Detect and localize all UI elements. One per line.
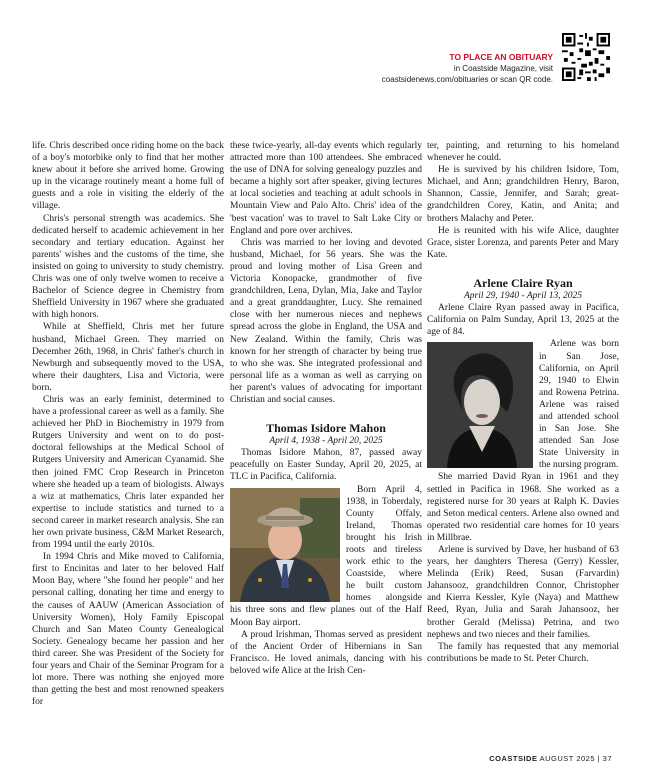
paragraph: Chris's personal strength was academics. She dedicated herself to academic achievement in her secondary and tertiary education. Against her parents' wishes and the customs of the time, she insisted on going to university to study chemistry. Chris was one of only twelve women to receive a Bachelor of Science degree in Chemistry from Sheffield University in 1967 where she graduated with high honors.	[32, 213, 224, 321]
paragraph: She married David Ryan in 1961 and they settled in Pacifica in 1968. She worked as a registered nurse for 30 years at Ralph K. Davies and Seton medical centers. Arlene also owned and operated two residential care homes for 10 years in Millbrae.	[427, 472, 619, 543]
paragraph: Arlene is survived by Dave, her husband of 63 years, her daughters Theresa (Gerry) Kessler, Melinda (Erik) Reed, Susan (Farvardin) Jahansooz, grandchildren Connor, Christopher and Kierra Kessler, Kyle (Naya) and Matthew Reed, Ryan, Julia and Sarah Jahansooz, her brother Gerald (Melissa) Petrina, and two nephews and two nieces and their families.	[427, 545, 619, 640]
paragraph: Born April 4, 1938, in Toberdaly, County Offaly, Ireland, Thomas brought his Irish roots and tireless work ethic to the Coastside, where he built custom homes alongside his three sons and flew planes out of the Half Moon Bay airport.	[230, 484, 422, 628]
footer-separator: |	[597, 754, 601, 763]
paragraph: Arlene was born in San Jose, California, on April 29, 1940 to Elwin and Rowena Petrina. Arlene was raised and attended school in San Jose. She attended San Jose State University in the nursing program.	[539, 339, 619, 471]
obituary-name: Arlene Claire Ryan	[473, 275, 573, 290]
portrait-photo-thomas-mahon	[230, 488, 340, 602]
paragraph: He is survived by his children Isidore, Tom, Michael, and Ann; grandchildren Henry, Baron, Shannon, Cassie, Jennifer, and Sarah; great-grandchildren Corey, Katin, and Anita; and brothers Malachy and Peter.	[427, 165, 619, 224]
column-3	[427, 140, 619, 665]
column-1	[32, 140, 224, 708]
paragraph: these twice-yearly, all-day events which regularly attracted more than 100 attendees. She embraced the use of DNA for solving genealogy puzzles and became a highly sort after speaker, giving lectures at local societies and teaching at adult schools in Mountain View and Palo Alto. Chris' idea of the 'best vacation' was to travel to Salt Lake City or England and pore over archives.	[230, 141, 422, 236]
paragraph: The family has requested that any memorial contributions be made to St. Peter Church.	[427, 641, 619, 664]
obituary-promo	[382, 52, 553, 85]
paragraph: While at Sheffield, Chris met her future husband, Michael Green. They married on December 26th, 1968, in Chris' father's church in Newburgh and subsequently moved to the USA, where their daughters, Lisa and Victoria, were born.	[32, 322, 224, 393]
paragraph: ter, painting, and returning to his homeland whenever he could.	[427, 141, 619, 164]
paragraph: Arlene Claire Ryan passed away in Pacifica, California on Palm Sunday, April 13, 2025 at the age of 84.	[427, 303, 619, 338]
obituary-dates: April 4, 1938 - April 20, 2025	[269, 436, 383, 447]
obituary-ryan	[427, 277, 619, 665]
paragraph: A proud Irishman, Thomas served as president of the Ancient Order of Hibernians in San Francisco. He loved animals, dancing with his beloved wife Alice at the Irish Cen-	[230, 629, 422, 676]
footer-issue: AUGUST 2025	[539, 754, 596, 763]
paragraph: life. Chris described once riding home on the back of a boy's motorbike only to find that her mother knew about it before she arrived home. Growing up in the vicarage routinely meant a home full of guests and a role in visiting the elderly of the village.	[32, 141, 224, 212]
obituary-name: Thomas Isidore Mahon	[266, 421, 386, 436]
obituary-dates: April 29, 1940 - April 13, 2025	[463, 291, 583, 302]
footer-brand: COASTSIDE	[489, 754, 538, 763]
page-footer	[489, 754, 612, 763]
promo-line-1: in Coastside Magazine, visit	[453, 64, 553, 73]
paragraph: He is reunited with his wife Alice, daughter Grace, sister Lorenza, and parents Peter and Mary Kate.	[427, 225, 619, 260]
paragraph: Chris was an early feminist, determined to have a professional career as well as a family. She achieved her PhD in Biochemistry in 1979 from Rutgers University and went on to do post-doctoral fellowships at the Medical School of Rutgers University and American Cyanamid. She then joined FMC Crop Research in Princeton where she headed up a team of biologists. Always a wiz at mathematics, Chris later expanded her expertise to include statistics and turned to a second career in market research analysis. She ran her own private business, C&M Market Research, from 1994 until the early 2010s.	[32, 394, 224, 551]
column-2	[230, 140, 422, 677]
portrait-photo-arlene-ryan	[427, 342, 533, 468]
qr-code-icon[interactable]	[562, 33, 610, 81]
obituary-mahon	[230, 422, 422, 677]
paragraph: In 1994 Chris and Mike moved to California, first to Encinitas and later to her beloved Half Moon Bay, where "she found her people" and her personal calling, donating her time and energy to the causes of AAUW (American Association of University Women), Holy Family Episcopal Church and San Mateo County Genealogical Society. Genealogy became her passion and her third career. She was President of the Society for four years and Chair of the Seminar Program for a lot more. There was nothing she enjoyed more than getting the best and most renowned speakers for	[32, 552, 224, 708]
paragraph: Thomas Isidore Mahon, 87, passed away peacefully on Easter Sunday, April 20, 2025, at TLC in Pacifica, California.	[230, 448, 422, 483]
promo-heading: TO PLACE AN OBITUARY	[449, 52, 553, 62]
page-number: 37	[602, 754, 612, 763]
promo-line-2: coastsidenews.com/obituaries or scan QR code.	[381, 75, 553, 84]
paragraph: Chris was married to her loving and devoted husband, Michael, for 56 years. She was the proud and loving mother of Lisa Green and Victoria Konopacke, grandmother of five grandchildren, Lena, Dylan, Mia, Jake and Taylor and a great granddaughter, Lucy. She remained close with her numerous nieces and nephews spread across the globe in England, the USA and New Zealand. Within the family, Chris was known for her strength of character by being true to who she was. She integrated professional and personal life as a woman as well as carrying on her parent's values of advocating for important Christian and social causes.	[230, 237, 422, 405]
